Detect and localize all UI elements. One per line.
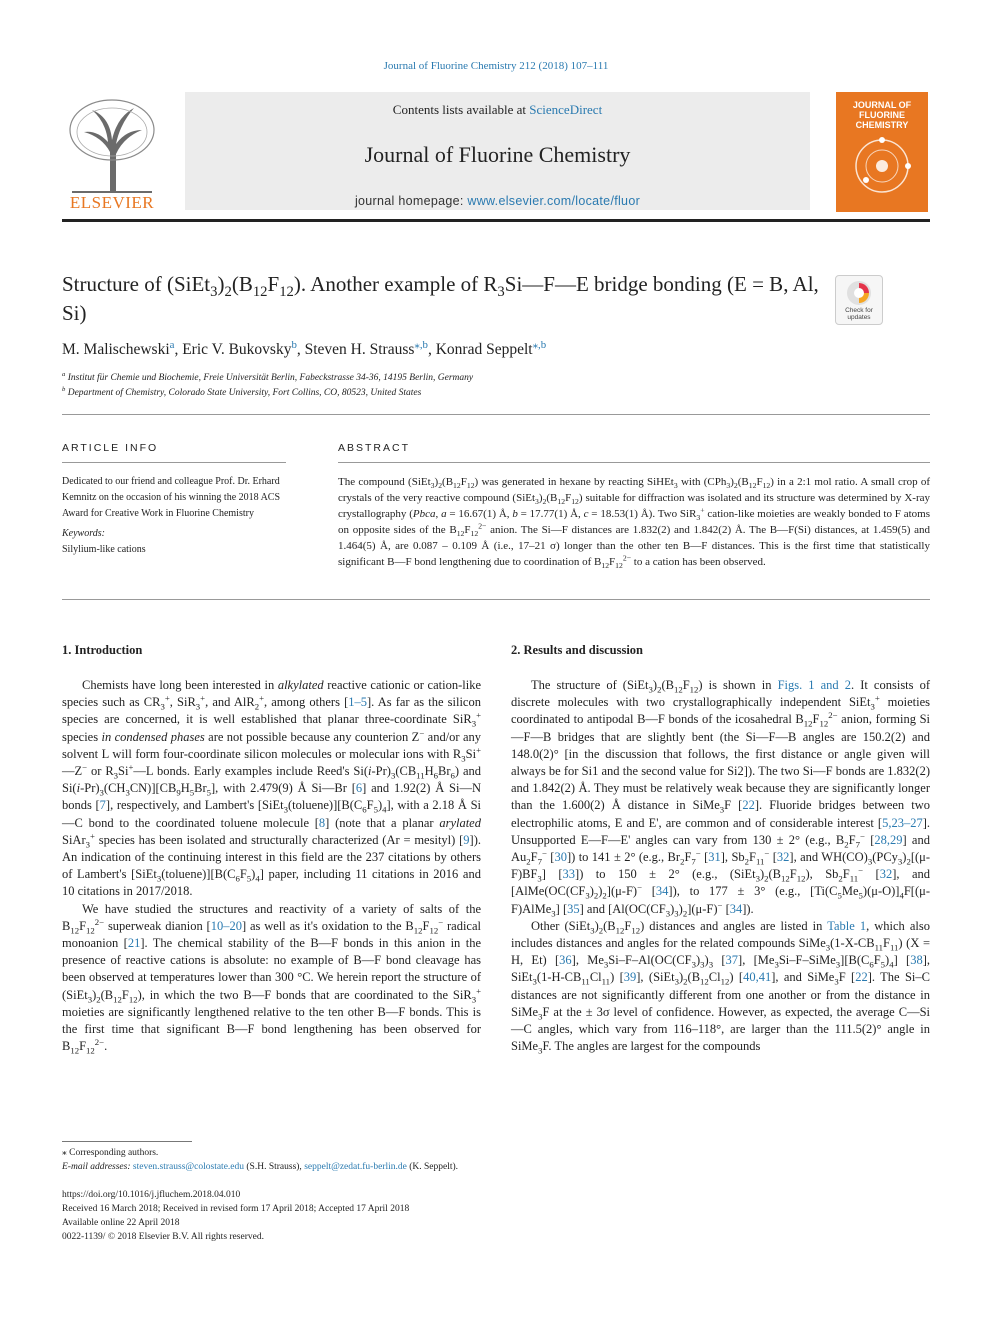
copyright: 0022-1139/ © 2018 Elsevier B.V. All rights reserved. [62, 1232, 264, 1242]
results-heading: 2. Results and discussion [511, 643, 643, 657]
introduction-heading: 1. Introduction [62, 643, 143, 657]
paragraph: Chemists have long been interested in alkylated reactive cationic or cation-like species such as $CR_3^+$, SiR$_3$+, and AlR$_2$+, among others [1–5]. As far as the silicon species are concerned, it is well established that planar three-coordinate SiR$_3$+ species in condensed phases are not possible because any counterion Z− and/or any solvent L will form four-coordinate silicon molecules or molecular ions with $R_3Si^+—Z^-$ or $R_3Si^+—L$ bonds. Early examples include Reed's $Si(i-Pr)_3(CB_{11}H_6Br_6)$ and $Si(i-Pr)_3(CH_3CN)][CB_9H_5Br_5]$, with 2.479(9) Å Si—Br [6] and 1.92(2) Å Si—N bonds [7], respectively, and Lambert's $[SiEt_3(toluene)][B(C_6F_5)_4]$, with a 2.18 Å Si—C bond to the coordinated toluene molecule [8] (note that a planar arylated SiAr$_3$+ species has been isolated and structurally characterized (Ar = mesityl) [9]). An indication of the continuing interest in this field are the 237 citations by others of Lambert's $[SiEt_3(toluene)][B(C_6F_5)_4]$ paper, including 11 citations in 2016 and 10 citations in 2017/2018. [62, 678, 482, 899]
author-list: M. Malischewski$^a$, Eric V. Bukovsky$^b$, Steven H. Strauss$^{⁎,b}$, Konrad Seppelt$^{⁎,b}$ [62, 338, 547, 358]
paragraph: We have studied the structures and reactivity of a variety of salts of the $B_{12}F_{12}^{2-}$ superweak dianion [10–20] as well as it's oxidation to the $B_{12}F_{12}^-$ radical monoanion [21]. The chemical stability of the B—F bonds in this anion in the presence of reactive cations is absolute: no example of B—F bond cleavage has been observed at temperatures lower than 300 °C. We herein report the structure of $(SiEt_3)_2(B_{12}F_{12})$, in which the two B—F bonds that are coordinated to the SiR$_3$+ moieties are significantly lengthened relative to the ten other B—F bonds. This is the first time that significant B—F bond lengthening has been observed for $B_{12}F_{12}^{2-}$. [62, 901, 481, 1056]
abstract-divider [338, 462, 930, 463]
contents-line: Contents lists available at ScienceDirect [392, 102, 603, 117]
introduction-body [62, 677, 481, 1055]
results-body [511, 677, 930, 1055]
affiliation-a: $^a$ Institut für Chemie und Biochemie, Freie Universität Berlin, Fabeckstrasse 34-36, 14195 Berlin, Germany [62, 370, 474, 383]
dedication: Dedicated to our friend and colleague Prof. Dr. Erhard Kemnitz on the occasion of his winning the 2018 ACS Award for Creative Work in Fluorine Chemistry [62, 476, 281, 519]
received-dates: Received 16 March 2018; Received in revised form 17 April 2018; Accepted 17 April 2018 [62, 1204, 410, 1214]
email-link-seppelt[interactable]: seppelt@zedat.fu-berlin.de [304, 1162, 407, 1172]
doi-link[interactable]: https://doi.org/10.1016/j.jfluchem.2018.04.010 [62, 1190, 241, 1200]
keywords: Silylium-like cations [62, 544, 146, 555]
article-info [62, 474, 286, 558]
info-divider [62, 462, 286, 463]
paragraph: The structure of $(SiEt_3)_2(B_{12}F_{12})$ is shown in Figs. 1 and 2. It consists of discrete molecules with two crystallographically independent SiEt$_3$+ moieties coordinated to antipodal B—F bonds of the icosahedral $B_{12}F_{12}^{2-}$ anion, forming Si—F—B bridges that are slightly bent (the Si—F—B angles are 150.2(2) and 148.0(2)° [in the discussion that follows, the first distance or angle given will always be for Si1 and the second value for Si2]). The two Si—F bonds are 1.832(2) and 1.842(2) Å. They must be relatively weak because they are significantly longer than the 1.600(2) Å distance in SiMe$_3$F [22]. Fluoride bridges between two electrophilic atoms, E and E', are common and of considerable interest [5,23–27]. Unsupported E—F—E' angles can vary from 130 ± 2° (e.g., $B_2F_7^-$ [28,29] and $Au_2F_7^-$ [30]) to 141 ± 2° (e.g., $Br_2F_7^-$ [31], $Sb_2F_{11}^-$ [32], and $WH(CO)_3(PCy_3)_2[(\mu-F)BF_3]$ [33]) to 150 ± 2° (e.g., $(SiEt_3)_2(B_{12}F_{12})$, $Sb_2F_{11}^-$ [32], and $[AlMe(OC(CF_3)_2)_2](\mu-F)^-$ [34]), to 177 ± 3° (e.g., $[Ti(C_5Me_5)(\mu-O)]_4F[(\mu-F)AlMe_3]$ [35] and $[Al(OC(CF_3)_3)_2](\mu-F)^-$ [34]). [511, 678, 931, 919]
check-for-updates-button[interactable] [835, 275, 883, 325]
article-title: Structure of $(SiEt_3)_2(B_{12}F_{12})$. Another example of $R_3Si—F—E$ bridge bonding (E = B, Al, Si) [62, 272, 819, 325]
divider [62, 414, 930, 415]
corresponding-note: ⁎ Corresponding authors. [62, 1148, 159, 1158]
journal-citation[interactable]: Journal of Fluorine Chemistry 212 (2018) 107–111 [383, 60, 609, 72]
divider [62, 599, 930, 600]
sciencedirect-link[interactable]: ScienceDirect [529, 102, 603, 117]
paragraph: Other $(SiEt_3)_2(B_{12}F_{12})$ distances and angles are listed in Table 1, which also includes distances and angles for the related compounds $SiMe_3(1-X-CB_{11}F_{11}) (X = H$, Et) [36], $Me_3Si-F-Al(OC(CF_3)_3)_3$ [37], $[Me_3Si-F-SiMe_3][B(C_6F_5)_4]$ [38], $SiEt_3(1-H-CB_{11}Cl_{11})$ [39], $(SiEt_3)_2(B_{12}Cl_{12})$ [40,41], and SiMe$_3$F [22]. The Si–C distances are not significantly different from one another or from the distance in SiMe$_3$F at the ± 3σ level of confidence. However, as expected, the average C—Si—C angles, which vary from 116–118°, are larger than the 111.5(2)° angle in SiMe$_3$F. The angles are largest for the compounds [511, 918, 931, 1056]
homepage-link[interactable]: www.elsevier.com/locate/fluor [467, 194, 641, 208]
journal-cover[interactable] [836, 92, 928, 212]
atom-icon [852, 136, 912, 196]
elsevier-wordmark: ELSEVIER [69, 193, 155, 212]
cover-title: JOURNAL OF FLUORINE CHEMISTRY [852, 100, 912, 130]
footnote-rule [62, 1141, 192, 1142]
email-addresses: E-mail addresses: steven.strauss@colostate.edu (S.H. Strauss), seppelt@zedat.fu-berlin.de (K. Seppelt). [62, 1162, 459, 1172]
header-rule [62, 219, 930, 222]
available-online: Available online 22 April 2018 [62, 1218, 180, 1228]
article-info-heading: ARTICLE INFO [62, 442, 159, 454]
check-updates-label: Check for updates [845, 307, 873, 321]
keywords-label: Keywords: [62, 528, 105, 539]
abstract-text: The compound $(SiEt_3)_2(B_{12}F_{12})$ was generated in hexane by reacting SiHEt$_3$ with $(CPh_3)_2(B_{12}F_{12})$ in a 2:1 mol ratio. A small crop of crystals of the very reactive compound $(SiEt_3)_2(B_{12}F_{12})$ suitable for diffraction was isolated and its structure was determined by X-ray crystallography (Pbca, a = 16.67(1) Å, b = 17.77(1) Å, c = 18.53(1) Å). Two SiR$_3$+ cation-like moieties are weakly bonded to F atoms on opposite sides of the $B_{12}F_{12}^{2-}$ anion. The Si—F distances are 1.832(2) and 1.842(2) Å. The B—F(Si) distances, at 1.459(5) and 1.464(5) Å, are 0.087 – 0.109 Å (i.e., 17–21 σ) longer than the other ten B—F distances. This is the first time that statistically significant B—F bond lengthening due to coordination of $B_{12}F_{12}^{2-}$ to a cation has been observed. [338, 476, 931, 571]
abstract-heading: ABSTRACT [338, 442, 411, 454]
affiliation-b: $^b$ Department of Chemistry, Colorado State University, Fort Collins, CO, 80523, United States [62, 385, 422, 398]
check-updates-icon [846, 280, 872, 306]
journal-title: Journal of Fluorine Chemistry [364, 142, 631, 167]
email-link-strauss[interactable]: steven.strauss@colostate.edu [132, 1162, 245, 1172]
journal-homepage: journal homepage: www.elsevier.com/locate/fluor [354, 194, 641, 208]
